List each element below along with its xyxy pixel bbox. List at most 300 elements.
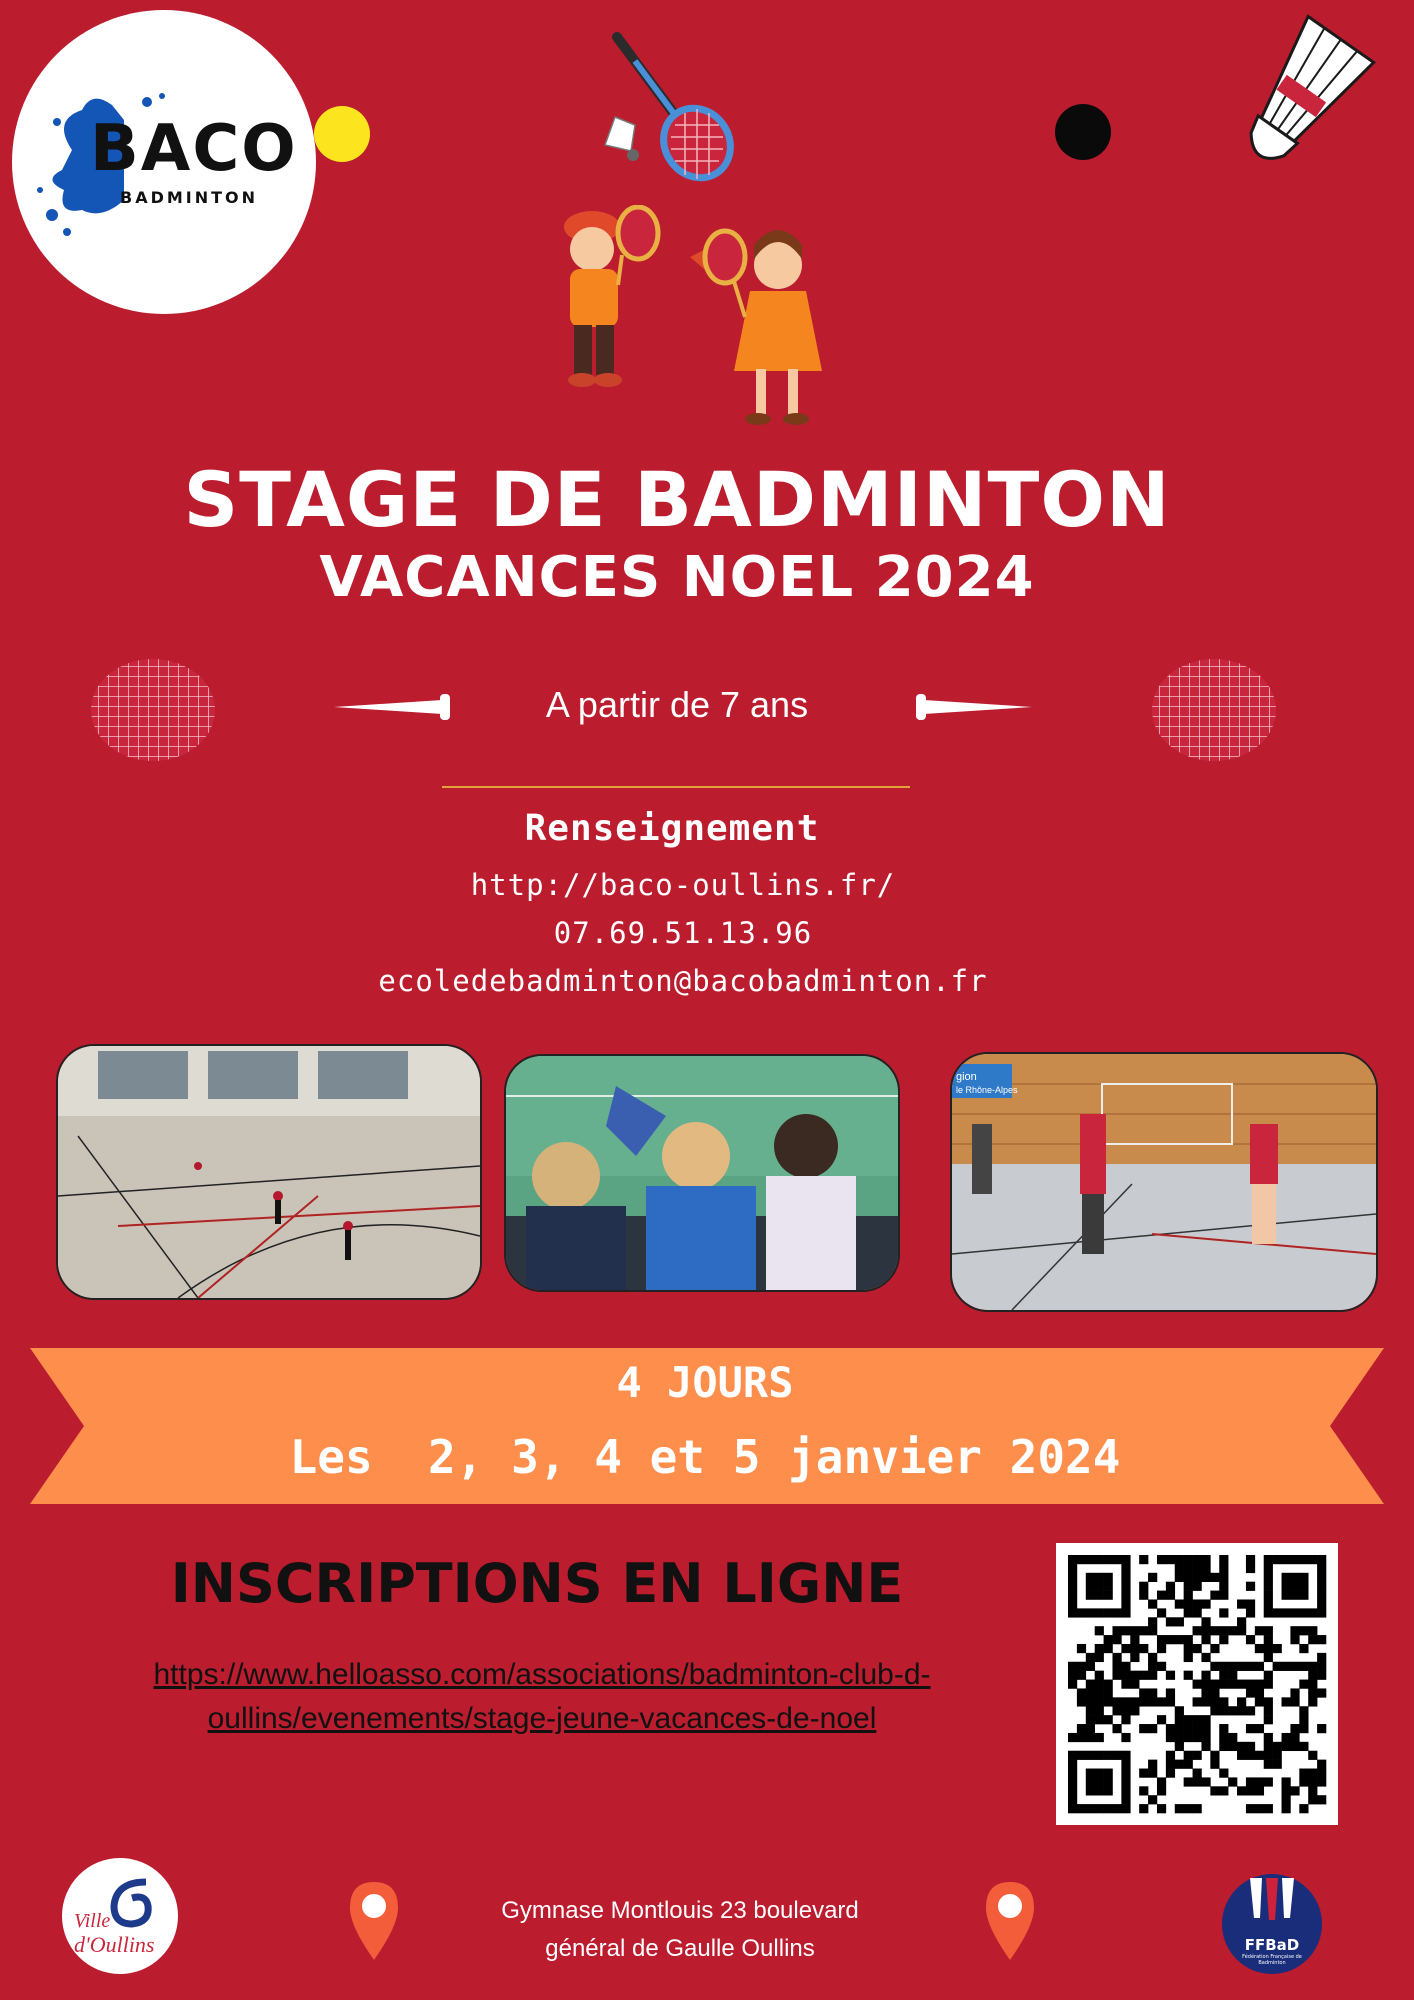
qr-module (1273, 1662, 1282, 1671)
qr-module (1282, 1733, 1291, 1742)
qr-module (1166, 1760, 1175, 1769)
address-line1: Gymnase Montlouis 23 boulevard (501, 1897, 859, 1924)
qr-module (1219, 1635, 1228, 1644)
qr-module (1264, 1671, 1273, 1680)
venue-address (440, 1892, 920, 1968)
qr-module (1317, 1582, 1326, 1591)
registration-link-line2[interactable]: oullins/evenements/stage-jeune-vacances-de-noel (207, 1702, 877, 1735)
qr-module (1148, 1653, 1157, 1662)
qr-module (1264, 1760, 1273, 1769)
qr-module (1299, 1777, 1308, 1786)
qr-module (1317, 1608, 1326, 1617)
qr-module (1068, 1608, 1077, 1617)
qr-module (1077, 1733, 1086, 1742)
qr-module (1308, 1697, 1317, 1706)
qr-module (1095, 1697, 1104, 1706)
qr-module (1308, 1626, 1317, 1635)
address-line2: général de Gaulle Oullins (545, 1935, 815, 1962)
qr-module (1148, 1617, 1157, 1626)
qr-module (1184, 1777, 1193, 1786)
qr-module (1184, 1582, 1193, 1591)
gym-photo-1 (56, 1044, 482, 1300)
qr-module (1095, 1715, 1104, 1724)
qr-module (1184, 1599, 1193, 1608)
qr-module (1317, 1564, 1326, 1573)
kids-playing-illustration (540, 205, 840, 465)
qr-module (1104, 1777, 1113, 1786)
qr-module (1139, 1804, 1148, 1813)
svg-text:gion: gion (956, 1071, 977, 1083)
qr-module (1086, 1724, 1095, 1733)
qr-module (1308, 1671, 1317, 1680)
qr-module (1228, 1706, 1237, 1715)
qr-module (1157, 1591, 1166, 1600)
qr-module (1282, 1777, 1291, 1786)
qr-module (1299, 1724, 1308, 1733)
qr-module (1201, 1555, 1210, 1564)
qr-module (1264, 1573, 1273, 1582)
qr-module (1184, 1751, 1193, 1760)
qr-module (1193, 1724, 1202, 1733)
qr-module (1077, 1608, 1086, 1617)
ville-oullins-logo (62, 1858, 178, 1974)
qr-module (1228, 1662, 1237, 1671)
qr-module (1104, 1688, 1113, 1697)
qr-module (1184, 1724, 1193, 1733)
logo-name: BACO (90, 112, 298, 186)
qr-module (1308, 1555, 1317, 1564)
qr-module (1130, 1635, 1139, 1644)
qr-module (1201, 1733, 1210, 1742)
qr-module (1112, 1626, 1121, 1635)
qr-module (1166, 1751, 1175, 1760)
qr-module (1112, 1653, 1121, 1662)
qr-module (1130, 1671, 1139, 1680)
qr-module (1112, 1671, 1121, 1680)
qr-module (1201, 1742, 1210, 1751)
qr-module (1282, 1795, 1291, 1804)
qr-module (1246, 1662, 1255, 1671)
qr-module (1148, 1626, 1157, 1635)
qr-module (1148, 1760, 1157, 1769)
qr-module (1112, 1697, 1121, 1706)
qr-module (1112, 1608, 1121, 1617)
qr-module (1095, 1653, 1104, 1662)
qr-module (1246, 1751, 1255, 1760)
page-subtitle: VACANCES NOEL 2024 (319, 545, 1035, 610)
qr-module (1121, 1599, 1130, 1608)
qr-module (1095, 1777, 1104, 1786)
qr-module (1193, 1644, 1202, 1653)
registration-link[interactable] (60, 1653, 1024, 1741)
qr-module (1264, 1591, 1273, 1600)
qr-module (1255, 1724, 1264, 1733)
info-website-link[interactable]: http://baco-oullins.fr/ (470, 868, 896, 902)
qr-module (1299, 1662, 1308, 1671)
qr-module (1175, 1760, 1184, 1769)
qr-module (1201, 1680, 1210, 1689)
qr-module (1264, 1635, 1273, 1644)
qr-module (1112, 1804, 1121, 1813)
ffbad-logo (1222, 1874, 1322, 1974)
qr-module (1219, 1626, 1228, 1635)
qr-module (1086, 1777, 1095, 1786)
info-email-link[interactable]: ecoledebadminton@bacobadminton.fr (378, 964, 988, 998)
qr-module (1246, 1777, 1255, 1786)
qr-module (1121, 1662, 1130, 1671)
qr-module (1282, 1786, 1291, 1795)
qr-module (1077, 1555, 1086, 1564)
qr-module (1299, 1608, 1308, 1617)
qr-module (1255, 1626, 1264, 1635)
qr-module (1068, 1804, 1077, 1813)
qr-module (1095, 1555, 1104, 1564)
qr-module (1068, 1795, 1077, 1804)
qr-module (1166, 1591, 1175, 1600)
qr-module (1246, 1688, 1255, 1697)
qr-module (1237, 1626, 1246, 1635)
qr-module (1308, 1680, 1317, 1689)
qr-module (1264, 1777, 1273, 1786)
qr-module (1290, 1697, 1299, 1706)
qr-module (1210, 1680, 1219, 1689)
qr-module (1166, 1555, 1175, 1564)
qr-module (1166, 1582, 1175, 1591)
qr-module (1184, 1804, 1193, 1813)
training-photo (950, 1052, 1378, 1312)
qr-module (1104, 1555, 1113, 1564)
qr-module (1219, 1573, 1228, 1582)
qr-module (1237, 1599, 1246, 1608)
qr-module (1068, 1671, 1077, 1680)
qr-module (1104, 1786, 1113, 1795)
qr-module (1237, 1617, 1246, 1626)
qr-module (1264, 1555, 1273, 1564)
qr-module (1317, 1591, 1326, 1600)
qr-module (1273, 1555, 1282, 1564)
qr-module (1228, 1680, 1237, 1689)
qr-module (1246, 1582, 1255, 1591)
qr-module (1193, 1680, 1202, 1689)
qr-module (1086, 1608, 1095, 1617)
qr-module (1157, 1644, 1166, 1653)
qr-module (1201, 1599, 1210, 1608)
qr-module (1130, 1626, 1139, 1635)
qr-module (1246, 1555, 1255, 1564)
qr-module (1264, 1804, 1273, 1813)
qr-module (1219, 1564, 1228, 1573)
qr-module (1166, 1769, 1175, 1778)
qr-module (1104, 1697, 1113, 1706)
qr-module (1086, 1662, 1095, 1671)
qr-module (1184, 1608, 1193, 1617)
qr-module (1290, 1742, 1299, 1751)
qr-module (1299, 1715, 1308, 1724)
qr-module (1201, 1697, 1210, 1706)
qr-module (1201, 1564, 1210, 1573)
qr-module (1193, 1804, 1202, 1813)
location-pin-icon (984, 1880, 1036, 1964)
qr-module (1290, 1786, 1299, 1795)
qr-module (1166, 1697, 1175, 1706)
qr-module (1086, 1733, 1095, 1742)
qr-module (1246, 1635, 1255, 1644)
qr-module (1308, 1688, 1317, 1697)
qr-module (1121, 1786, 1130, 1795)
qr-module (1068, 1564, 1077, 1573)
qr-module (1317, 1769, 1326, 1778)
qr-module (1121, 1760, 1130, 1769)
qr-module (1068, 1582, 1077, 1591)
qr-module (1095, 1680, 1104, 1689)
qr-module (1086, 1751, 1095, 1760)
qr-module (1308, 1786, 1317, 1795)
qr-module (1104, 1804, 1113, 1813)
qr-module (1175, 1599, 1184, 1608)
qr-module (1157, 1804, 1166, 1813)
ffbad-sublabel: Fédération Française de Badminton (1242, 1954, 1302, 1966)
qr-module (1308, 1635, 1317, 1644)
qr-module (1290, 1591, 1299, 1600)
qr-module (1255, 1786, 1264, 1795)
registration-link-line1[interactable]: https://www.helloasso.com/associations/badminton-club-d- (153, 1658, 931, 1691)
qr-module (1290, 1724, 1299, 1733)
qr-module (1086, 1582, 1095, 1591)
info-heading: Renseignement (524, 808, 820, 849)
qr-module (1264, 1680, 1273, 1689)
qr-module (1148, 1697, 1157, 1706)
age-requirement: A partir de 7 ans (545, 684, 809, 725)
qr-module (1086, 1715, 1095, 1724)
qr-module (1264, 1564, 1273, 1573)
qr-module (1139, 1626, 1148, 1635)
city-logo-line1: Ville (74, 1910, 111, 1932)
qr-module (1246, 1804, 1255, 1813)
qr-module (1148, 1599, 1157, 1608)
qr-module (1228, 1733, 1237, 1742)
yellow-dot (314, 106, 370, 162)
qr-module (1121, 1804, 1130, 1813)
qr-module (1210, 1706, 1219, 1715)
qr-module (1095, 1582, 1104, 1591)
qr-module (1157, 1697, 1166, 1706)
qr-module (1317, 1777, 1326, 1786)
qr-module (1299, 1742, 1308, 1751)
qr-module (1086, 1804, 1095, 1813)
qr-module (1201, 1635, 1210, 1644)
qr-module (1148, 1769, 1157, 1778)
qr-module (1121, 1769, 1130, 1778)
qr-module (1139, 1582, 1148, 1591)
qr-module (1264, 1742, 1273, 1751)
qr-module (1112, 1555, 1121, 1564)
qr-module (1228, 1742, 1237, 1751)
qr-module (1255, 1777, 1264, 1786)
qr-module (1317, 1555, 1326, 1564)
qr-module (1095, 1644, 1104, 1653)
qr-module (1068, 1760, 1077, 1769)
qr-module (1139, 1688, 1148, 1697)
qr-module (1219, 1680, 1228, 1689)
qr-module (1086, 1706, 1095, 1715)
qr-module (1175, 1724, 1184, 1733)
qr-module (1201, 1671, 1210, 1680)
qr-module (1095, 1671, 1104, 1680)
qr-module (1121, 1777, 1130, 1786)
qr-module (1290, 1688, 1299, 1697)
qr-module (1184, 1573, 1193, 1582)
qr-module (1299, 1573, 1308, 1582)
qr-module (1157, 1555, 1166, 1564)
ffbad-label: FFBaD (1244, 1936, 1300, 1954)
qr-module (1219, 1671, 1228, 1680)
qr-module (1317, 1688, 1326, 1697)
qr-module (1104, 1635, 1113, 1644)
qr-module (1246, 1599, 1255, 1608)
qr-module (1210, 1573, 1219, 1582)
qr-module (1086, 1697, 1095, 1706)
qr-module (1290, 1573, 1299, 1582)
qr-module (1184, 1733, 1193, 1742)
qr-module (1264, 1599, 1273, 1608)
qr-module (1077, 1724, 1086, 1733)
qr-module (1148, 1688, 1157, 1697)
qr-module (1121, 1751, 1130, 1760)
qr-module (1255, 1688, 1264, 1697)
qr-module (1121, 1573, 1130, 1582)
qr-module (1077, 1688, 1086, 1697)
qr-module (1255, 1662, 1264, 1671)
qr-module (1130, 1653, 1139, 1662)
qr-module (1264, 1653, 1273, 1662)
qr-module (1175, 1555, 1184, 1564)
qr-module (1130, 1680, 1139, 1689)
qr-module (1112, 1724, 1121, 1733)
qr-module (1308, 1795, 1317, 1804)
qr-module (1130, 1644, 1139, 1653)
qr-module (1139, 1697, 1148, 1706)
qr-module (1255, 1697, 1264, 1706)
qr-module (1264, 1715, 1273, 1724)
qr-module (1077, 1697, 1086, 1706)
qr-module (1193, 1751, 1202, 1760)
qr-module (1157, 1786, 1166, 1795)
qr-module (1308, 1608, 1317, 1617)
qr-module (1264, 1626, 1273, 1635)
qr-module (1157, 1608, 1166, 1617)
qr-module (1290, 1662, 1299, 1671)
qr-module (1121, 1608, 1130, 1617)
qr-module (1228, 1777, 1237, 1786)
qr-module (1121, 1680, 1130, 1689)
qr-module (1104, 1608, 1113, 1617)
dates-label: Les 2, 3, 4 et 5 janvier 2024 (289, 1430, 1121, 1484)
logo-subtitle: BADMINTON (120, 188, 259, 207)
qr-module (1068, 1751, 1077, 1760)
qr-module (1148, 1724, 1157, 1733)
qr-module (1201, 1715, 1210, 1724)
qr-module (1246, 1706, 1255, 1715)
qr-module (1317, 1795, 1326, 1804)
qr-module (1095, 1591, 1104, 1600)
qr-module (1184, 1653, 1193, 1662)
info-phone[interactable]: 07.69.51.13.96 (553, 916, 813, 950)
qr-module (1121, 1795, 1130, 1804)
qr-module (1086, 1680, 1095, 1689)
qr-module (1112, 1662, 1121, 1671)
qr-module (1068, 1769, 1077, 1778)
qr-module (1086, 1591, 1095, 1600)
qr-module (1264, 1608, 1273, 1617)
ffbad-feathers-icon (1242, 1878, 1302, 1924)
qr-module (1290, 1555, 1299, 1564)
qr-module (1184, 1591, 1193, 1600)
qr-module (1255, 1804, 1264, 1813)
qr-module (1290, 1635, 1299, 1644)
qr-module (1086, 1786, 1095, 1795)
qr-module (1219, 1662, 1228, 1671)
qr-module (1246, 1608, 1255, 1617)
qr-module (1175, 1635, 1184, 1644)
qr-module (1282, 1804, 1291, 1813)
qr-module (1219, 1591, 1228, 1600)
qr-module (1068, 1662, 1077, 1671)
qr-module (1104, 1751, 1113, 1760)
qr-module (1175, 1706, 1184, 1715)
qr-module (1130, 1706, 1139, 1715)
qr-module (1077, 1804, 1086, 1813)
qr-module (1317, 1635, 1326, 1644)
qr-module (1264, 1706, 1273, 1715)
qr-module (1175, 1617, 1184, 1626)
qr-module (1077, 1671, 1086, 1680)
qr-module (1112, 1635, 1121, 1644)
qr-module (1166, 1688, 1175, 1697)
black-dot (1055, 104, 1111, 160)
qr-module (1068, 1555, 1077, 1564)
qr-module (1219, 1733, 1228, 1742)
qr-module (1139, 1644, 1148, 1653)
location-pin-icon (348, 1880, 400, 1964)
qr-module (1068, 1599, 1077, 1608)
qr-module (1077, 1662, 1086, 1671)
qr-code[interactable] (1056, 1543, 1338, 1825)
qr-module (1246, 1680, 1255, 1689)
qr-module (1086, 1573, 1095, 1582)
qr-module (1193, 1697, 1202, 1706)
racket-icon (595, 25, 745, 185)
qr-module (1273, 1751, 1282, 1760)
qr-module (1193, 1715, 1202, 1724)
qr-module (1308, 1777, 1317, 1786)
qr-module (1148, 1573, 1157, 1582)
qr-module (1201, 1724, 1210, 1733)
qr-module (1086, 1688, 1095, 1697)
qr-module (1282, 1697, 1291, 1706)
qr-module (1299, 1591, 1308, 1600)
qr-module (1193, 1769, 1202, 1778)
qr-module (1121, 1555, 1130, 1564)
qr-module (1219, 1608, 1228, 1617)
qr-module (1317, 1671, 1326, 1680)
qr-module (1317, 1599, 1326, 1608)
qr-module (1148, 1662, 1157, 1671)
qr-module (1246, 1786, 1255, 1795)
qr-module (1317, 1653, 1326, 1662)
qr-module (1264, 1644, 1273, 1653)
divider (442, 786, 910, 788)
qr-module (1273, 1742, 1282, 1751)
